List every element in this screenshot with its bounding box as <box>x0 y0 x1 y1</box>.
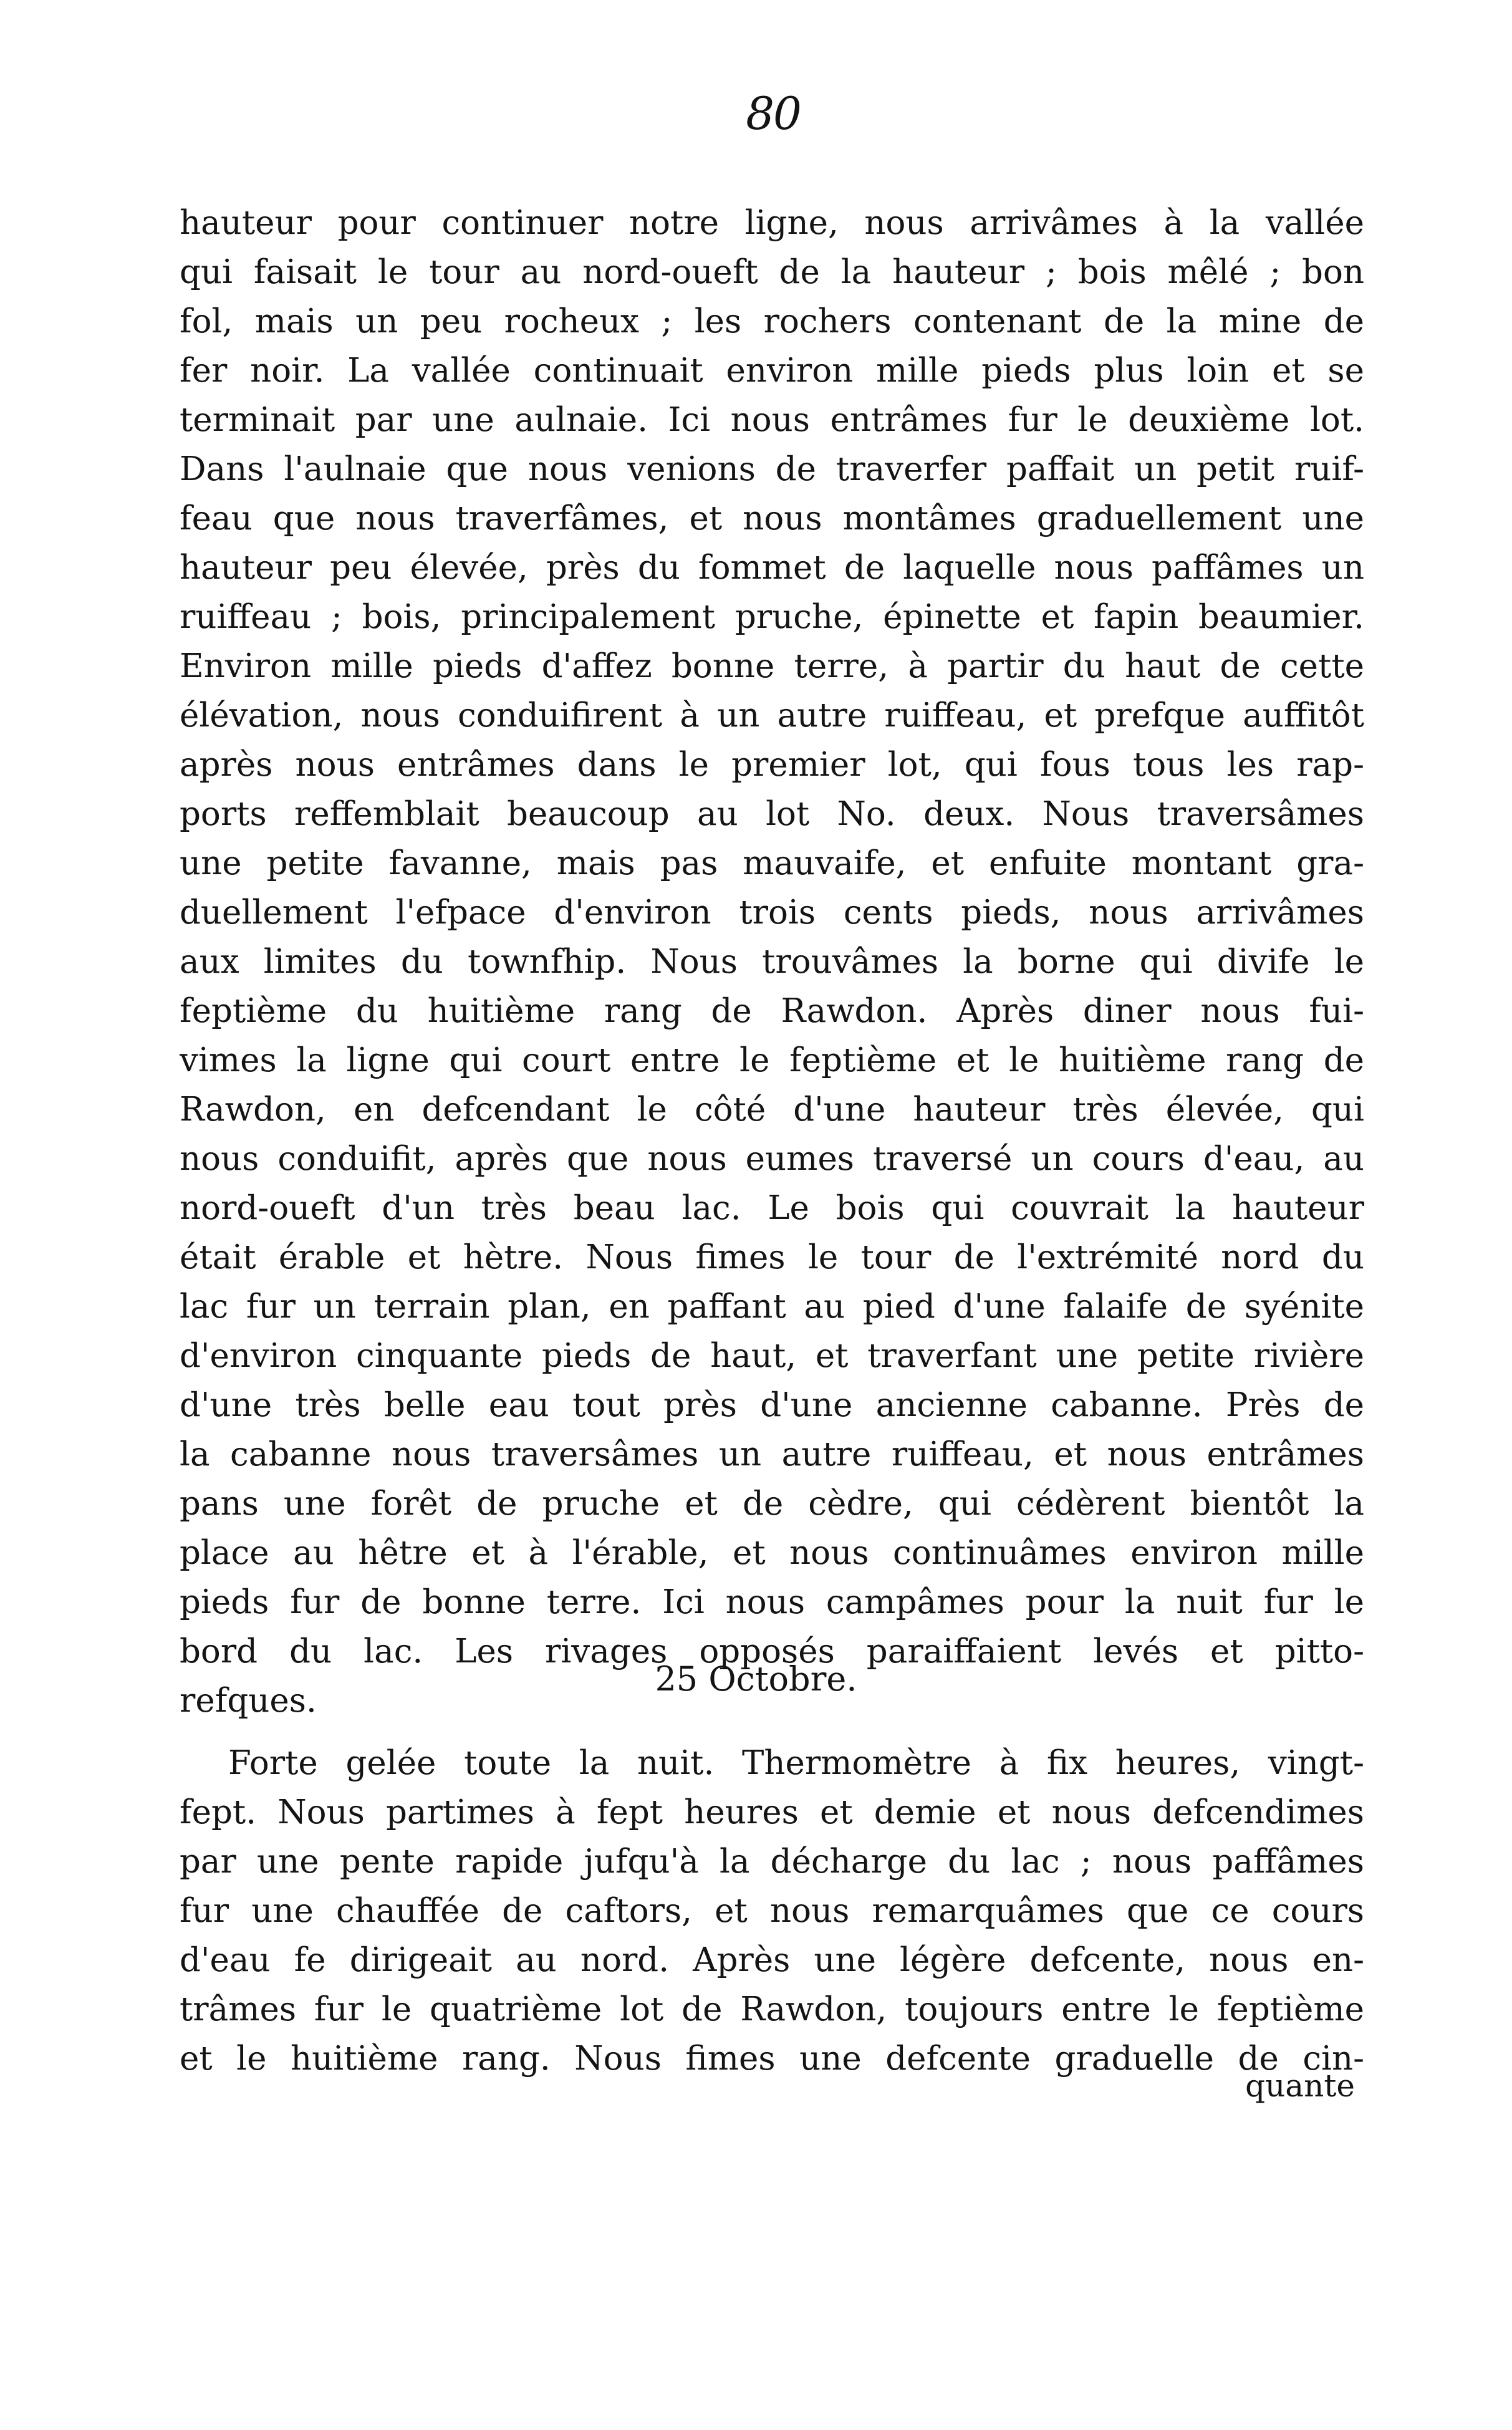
text-line: nord-oueft d'un très beau lac. Le bois qui couvrait la hauteur <box>180 1189 1364 1227</box>
text-line: la cabanne nous traversâmes un autre ruiffeau, et nous entrâmes <box>180 1435 1364 1473</box>
text-line: Forte gelée toute la nuit. Thermomètre à fix heures, vingt- <box>228 1744 1364 1782</box>
text-line: pieds fur de bonne terre. Ici nous campâmes pour la nuit fur le <box>180 1583 1364 1621</box>
text-line: trâmes fur le quatrième lot de Rawdon, toujours entre le feptième <box>180 1990 1364 2028</box>
text-line: fept. Nous partimes à fept heures et demie et nous defcendimes <box>180 1793 1364 1831</box>
text-line: aux limites du townfhip. Nous trouvâmes la borne qui divife le <box>180 943 1364 981</box>
text-line: feau que nous traverfâmes, et nous montâmes graduellement une <box>180 499 1364 538</box>
text-line: après nous entrâmes dans le premier lot, qui fous tous les rap- <box>180 746 1364 784</box>
text-line: ruiffeau ; bois, principalement pruche, épinette et fapin beaumier. <box>180 598 1364 636</box>
text-line: et le huitième rang. Nous fimes une defcente graduelle de cin- <box>180 2040 1364 2078</box>
text-line: fer noir. La vallée continuait environ mille pieds plus loin et se <box>180 352 1364 390</box>
paragraph-1 <box>180 198 1364 1725</box>
catchword: quante <box>1245 2068 1355 2104</box>
text-line: vimes la ligne qui court entre le feptième et le huitième rang de <box>180 1041 1364 1079</box>
text-line: hauteur pour continuer notre ligne, nous arrivâmes à la vallée <box>180 204 1364 242</box>
text-line: feptième du huitième rang de Rawdon. Après diner nous fui- <box>180 992 1364 1030</box>
text-line: Dans l'aulnaie que nous venions de traverfer paffait un petit ruif- <box>180 450 1364 488</box>
text-line: nous conduifit, après que nous eumes traversé un cours d'eau, au <box>180 1140 1364 1178</box>
text-line: une petite favanne, mais pas mauvaife, et enfuite montant gra- <box>180 844 1364 882</box>
text-line: d'environ cinquante pieds de haut, et traverfant une petite rivière <box>180 1337 1364 1375</box>
paragraph-2 <box>180 1738 1364 2083</box>
text-line: lac fur un terrain plan, en paffant au pied d'une falaife de syénite <box>180 1288 1364 1326</box>
text-line: d'une très belle eau tout près d'une ancienne cabanne. Près de <box>180 1386 1364 1424</box>
text-line: était érable et hètre. Nous fimes le tour de l'extrémité nord du <box>180 1238 1364 1276</box>
text-line: d'eau fe dirigeait au nord. Après une légère defcente, nous en- <box>180 1941 1364 1979</box>
section-heading: 25 Octobre. <box>655 1659 857 1699</box>
text-line: Environ mille pieds d'affez bonne terre, à partir du haut de cette <box>180 647 1364 685</box>
text-line: refques. <box>180 1682 317 1720</box>
text-line: élévation, nous conduifirent à un autre ruiffeau, et prefque auffitôt <box>180 697 1364 735</box>
text-line: Rawdon, en defcendant le côté d'une hauteur très élevée, qui <box>180 1091 1364 1129</box>
text-line: place au hêtre et à l'érable, et nous continuâmes environ mille <box>180 1534 1364 1572</box>
text-line: qui faisait le tour au nord-oueft de la hauteur ; bois mêlé ; bon <box>180 253 1364 291</box>
page-number: 80 <box>746 87 801 140</box>
text-line: fol, mais un peu rocheux ; les rochers contenant de la mine de <box>180 302 1364 340</box>
text-line: ports reffemblait beaucoup au lot No. deux. Nous traversâmes <box>180 795 1364 833</box>
text-line: pans une forêt de pruche et de cèdre, qui cédèrent bientôt la <box>180 1485 1364 1523</box>
text-line: hauteur peu élevée, près du fommet de laquelle nous paffâmes un <box>180 549 1364 587</box>
text-line: duellement l'efpace d'environ trois cents pieds, nous arrivâmes <box>180 894 1364 932</box>
text-line: par une pente rapide jufqu'à la décharge du lac ; nous paffâmes <box>180 1843 1364 1881</box>
text-line: fur une chauffée de caftors, et nous remarquâmes que ce cours <box>180 1892 1364 1930</box>
text-line: terminait par une aulnaie. Ici nous entrâmes fur le deuxième lot. <box>180 401 1364 439</box>
text-line: bord du lac. Les rivages opposés paraiffaient levés et pitto- <box>180 1632 1364 1671</box>
